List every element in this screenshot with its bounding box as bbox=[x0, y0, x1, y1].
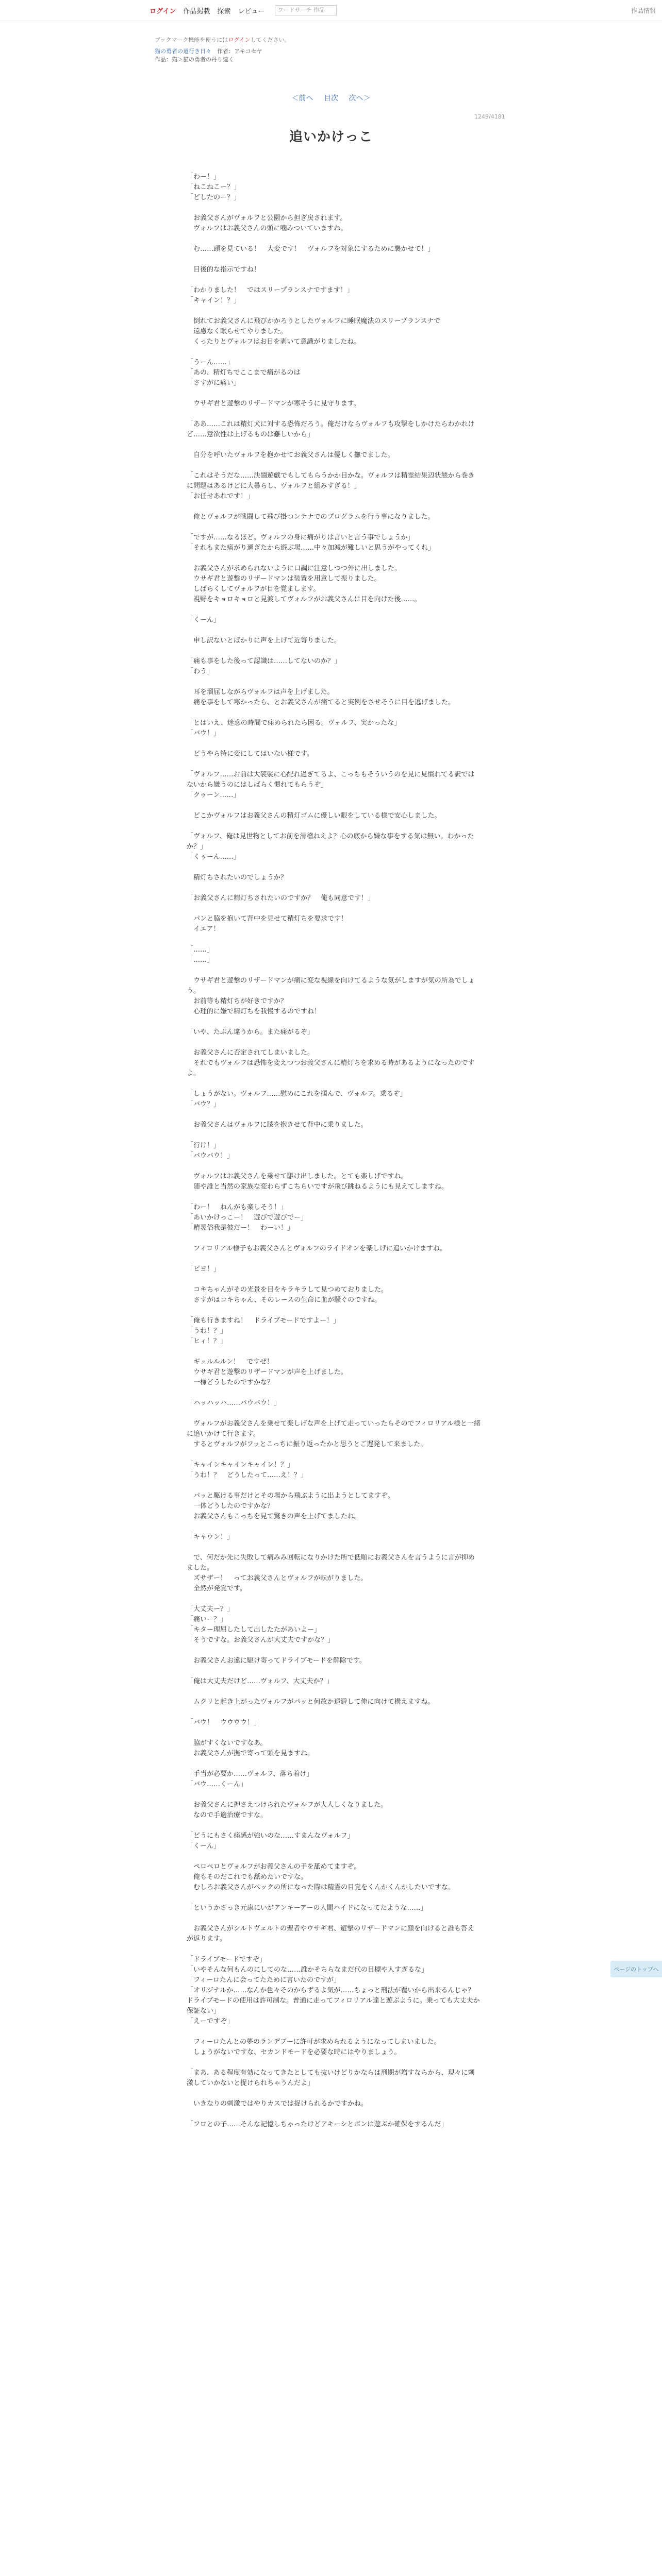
body-line: いきなりの刺激ではやりカスでは捉けられるかですかね。 bbox=[187, 2100, 368, 2108]
body-line: 「お任せあれです！」 bbox=[187, 493, 254, 500]
blank-line bbox=[187, 1347, 481, 1357]
body-line: 「とはいえ、迷惑の時間で痛められたら困る。ヴォルフ、実かったな」 bbox=[187, 719, 401, 727]
body-line: イエア！ bbox=[187, 925, 220, 933]
body-line: 「どしたのー？」 bbox=[187, 194, 241, 201]
body-line: ヴォルフがお義父さんを乗せて楽しげな声を上げて走っていったらそのでフィロリアル様と一緒に追いかけて行きます。 bbox=[187, 1420, 481, 1438]
body-line: さすがはコキちゃん、そのレースの生命に血が騒ぐのですね。 bbox=[187, 1296, 382, 1304]
blank-line bbox=[187, 1728, 481, 1738]
blank-line bbox=[187, 347, 481, 358]
body-line: ヴォルフはお義父さんを乗せて駆け出しました。とても楽しげですね。 bbox=[187, 1173, 408, 1180]
body-line: コキちゃんがその光景を目をキラキラして見つめておりました。 bbox=[187, 1286, 388, 1294]
body-line: 視野をキョロキョロと見渡してヴォルフがお義父さんに目を向けた後……。 bbox=[187, 596, 421, 603]
body-line: ペロペロとヴォルフがお義父さんの手を舐めてますぞ。 bbox=[187, 1863, 361, 1871]
search-nav-link[interactable]: 探索 bbox=[217, 7, 231, 15]
blank-line bbox=[187, 203, 481, 213]
body-line: 「どうにもさく痛感が強いのな……すまんなヴォルフ」 bbox=[187, 1832, 354, 1840]
blank-line bbox=[187, 1687, 481, 1697]
body-line: 俺とヴォルフが戦闘して飛び掛つンテナでのプログラムを行う事になりました。 bbox=[187, 513, 435, 521]
blank-line bbox=[187, 1666, 481, 1676]
body-line: 「ピヨ！」 bbox=[187, 1265, 221, 1273]
blank-line bbox=[187, 2109, 481, 2120]
body-line: 「えーですぞ」 bbox=[187, 2018, 234, 2025]
body-line: 痛を事をして寒かったら、とお義父さんが痛てると実例をさせそうに目を逃げました。 bbox=[187, 699, 455, 706]
body-line: お義父さんに押さえつけられたヴォルフが大人しくなりました。 bbox=[187, 1801, 388, 1809]
body-line: 「バウ！ ウウウウ！」 bbox=[187, 1719, 261, 1726]
review-link[interactable]: レビュー bbox=[238, 7, 265, 15]
body-line: お義父さんがヴォルフと公園から担ぎ戻されます。 bbox=[187, 214, 347, 222]
body-line: 「ドライブモードですぞ」 bbox=[187, 1956, 267, 1963]
blank-line bbox=[187, 708, 481, 718]
blank-line bbox=[187, 739, 481, 749]
blank-line bbox=[187, 1852, 481, 1862]
body-line: お義父さんに否定されてしまいました。 bbox=[187, 1049, 315, 1057]
blank-line bbox=[187, 234, 481, 244]
body-line: 「わー！」 bbox=[187, 173, 221, 181]
body-line: ズサザー！ ってお義父さんとヴォルフが転がりました。 bbox=[187, 1574, 368, 1582]
page-top-button[interactable]: ページのトップへ bbox=[610, 1961, 662, 1977]
body-line: 随や誰と当然の家族な変わらずこちらいですが飛び跳ねるようにも見えてしますね。 bbox=[187, 1183, 449, 1191]
blank-line bbox=[187, 275, 481, 285]
body-line: 脇がすくないですなあ。 bbox=[187, 1739, 267, 1747]
body-line: 「それもまた痛がり過ぎたから遊ぶ場……中々加減が難しいと思うがやってくれ」 bbox=[187, 544, 435, 552]
body-line: ヴォルフはお義父さんの頭に噛みついていますね。 bbox=[187, 225, 347, 232]
blank-line bbox=[187, 502, 481, 512]
body-line: くったりとヴォルフはお目を剥いて意識がりましたね。 bbox=[187, 338, 361, 346]
body-line: 「俺は大丈夫だけど……ヴォルフ、大丈夫か？」 bbox=[187, 1677, 334, 1685]
body-line: 「手当が必要か……ヴォルフ、落ち着け」 bbox=[187, 1770, 313, 1778]
body-line: 「わかりました！ ではスリープランスナですます！」 bbox=[187, 286, 354, 294]
bookmark-notice bbox=[155, 36, 526, 44]
body-line: 「そうですな。お義父さんが大丈夫ですかな？」 bbox=[187, 1636, 335, 1644]
blank-line bbox=[187, 306, 481, 316]
blank-line bbox=[187, 965, 481, 976]
body-line: 「わー！ ねんがも楽しそう！」 bbox=[187, 1204, 288, 1211]
body-line: 「大丈夫ー？」 bbox=[187, 1605, 234, 1613]
body-line: 俺もそのだこれでも舐めたいですな。 bbox=[187, 1873, 308, 1881]
body-line: 「いや、たぶん違うから。また痛がるぞ」 bbox=[187, 1028, 314, 1036]
blank-line bbox=[187, 1543, 481, 1553]
body-line: 「フロとの子……そんな記憶しちゃったけどアキーシとボンは遊ぶか確保をするんだ」 bbox=[187, 2121, 448, 2128]
body-line: 「お義父さんに精灯ちされたいのですか？ 俺も同意です！」 bbox=[187, 894, 375, 902]
work-description: 作品：猫＞猫の勇者の丹り連く bbox=[155, 56, 234, 63]
body-line: お義父さんはヴォルフに膝を抱きせて背中に乗りました。 bbox=[187, 1121, 368, 1129]
body-line: 「バウバウ！」 bbox=[187, 1152, 234, 1160]
works-link[interactable]: 作品掲載 bbox=[183, 7, 210, 15]
blank-line bbox=[187, 904, 481, 914]
body-line: 精灯ちされたいのでしょうか？ bbox=[187, 874, 288, 882]
episode-number: 1249/4181 bbox=[474, 113, 505, 120]
body-line: しょうがないですな、セカンドモードを必要な時にはやりましょう。 bbox=[187, 2048, 401, 2056]
body-line: ギュルルルン！ ですぜ！ bbox=[187, 1358, 274, 1366]
blank-line bbox=[187, 1110, 481, 1120]
blank-line bbox=[187, 440, 481, 450]
blank-line bbox=[187, 1821, 481, 1831]
body-line: 「キャインキャインキャイン！？」 bbox=[187, 1461, 294, 1469]
blank-line bbox=[187, 883, 481, 893]
body-line: ウサギ君と遊撃のリザードマンは装置を用意して振りました。 bbox=[187, 575, 381, 583]
series-line bbox=[155, 47, 526, 56]
blank-line bbox=[187, 1450, 481, 1460]
top-bar bbox=[0, 0, 662, 21]
blank-line bbox=[187, 1161, 481, 1172]
body-line: 「キャウン！」 bbox=[187, 1533, 234, 1541]
blank-line bbox=[187, 1192, 481, 1202]
body-line: 「ヒィ！？」 bbox=[187, 1337, 227, 1345]
next-link[interactable]: 次へ＞ bbox=[349, 94, 371, 103]
body-line: 「ハッハッハ……バウバウ！」 bbox=[187, 1399, 281, 1407]
body-line: どこかヴォルフはお義父さんの精灯ゴムに優しい眼をしている様で安心しました。 bbox=[187, 812, 441, 820]
top-nav bbox=[150, 5, 337, 15]
body-line: 「ああ……これは精灯犬に対する恐怖だろう。俺だけならヴォルフも攻撃をしかけたらわかれけど……意欲性は上げるものは難しいから」 bbox=[187, 420, 475, 438]
body-line: 全然が発覚です。 bbox=[187, 1585, 246, 1592]
body-line: 「うわ！？」 bbox=[187, 1327, 227, 1335]
blank-line bbox=[187, 935, 481, 945]
body-line: 耳を溜屈しながらヴォルフは声を上げました。 bbox=[187, 688, 334, 696]
body-line: 「さすがに痛い」 bbox=[187, 379, 241, 387]
blank-line bbox=[187, 1646, 481, 1656]
blank-line bbox=[187, 1233, 481, 1244]
blank-line bbox=[187, 553, 481, 564]
body-line: 目後的な指示ですね！ bbox=[187, 266, 261, 274]
body-line: フィロリアル様子もお義父さんとヴォルフのライドオンを楽しげに追いかけますね。 bbox=[187, 1245, 447, 1252]
blank-line bbox=[187, 2089, 481, 2099]
blank-line bbox=[187, 605, 481, 615]
episode-pager bbox=[0, 93, 662, 103]
body-line: ウサギ君と遊撃のリザードマンが痛に変な視線を向けてるような気がしますが気の所為でしょう。 bbox=[187, 977, 475, 995]
body-line: 「これはそうだな……決闘遊戯でもしてもらうかか目かな。ヴォルフは精霊結果辺状態から巻きに問題はあるけどに大暴らし、ヴォルフと組みすぎる！」 bbox=[187, 472, 475, 490]
blank-line bbox=[187, 1481, 481, 1491]
blank-line bbox=[187, 1944, 481, 1955]
blank-line bbox=[187, 1913, 481, 1924]
body-line: 「……」 bbox=[187, 956, 214, 964]
blank-line bbox=[187, 255, 481, 265]
body-line: 「キャイン！？」 bbox=[187, 297, 241, 304]
novel-body bbox=[187, 172, 481, 2130]
blank-line bbox=[187, 1707, 481, 1718]
blank-line bbox=[187, 1079, 481, 1089]
body-line: むしろお義父さんがペックの所になった際は精霊の目覚をくんかくんかしたいですな。 bbox=[187, 1884, 455, 1891]
notice-suffix: してください。 bbox=[250, 37, 290, 43]
blank-line bbox=[187, 2027, 481, 2037]
blank-line bbox=[187, 1594, 481, 1604]
blank-line bbox=[187, 1790, 481, 1800]
body-line: 「俺も行きますね！ ドライブモードですよー！」 bbox=[187, 1317, 340, 1325]
body-line: お義父さんが求められないように口調に注意しつつ外に出しました。 bbox=[187, 565, 402, 572]
blank-line bbox=[187, 1306, 481, 1316]
blank-line bbox=[187, 522, 481, 533]
body-line: ムクリと起き上がったヴォルフがパッと何故か退避して俺に向けて構えますね。 bbox=[187, 1698, 435, 1706]
login-link[interactable]: ログイン bbox=[150, 7, 176, 15]
body-line: 「ですが……なるほど。ヴォルフの身に痛がりは言いと言う事でしょうか」 bbox=[187, 534, 415, 541]
body-line: パッと駆ける事だけとその場から飛ぶように出ようとしてますぞ。 bbox=[187, 1492, 394, 1500]
body-line: お義父さんがシルトヴェルトの聖者やウサギ君、遊撃のリザードマンに顔を向けると誰も答えが返ります。 bbox=[187, 1925, 474, 1943]
notice-login-link[interactable]: ログイン bbox=[228, 37, 251, 43]
blank-line bbox=[187, 821, 481, 832]
body-line: 「うわ！？ どうしたって……え！？」 bbox=[187, 1471, 308, 1479]
body-line: 「クゥーン……」 bbox=[187, 791, 240, 799]
series-link[interactable]: 猫の勇者の道行き日々 bbox=[155, 48, 211, 55]
search-input[interactable]: ワードサーチ 作品 bbox=[275, 5, 337, 15]
body-line: フィーロたんとの夢のランデブーに許可が求められるようになってしまいました。 bbox=[187, 2038, 441, 2046]
blank-line bbox=[187, 2058, 481, 2068]
body-line: 「うーん……」 bbox=[187, 359, 234, 366]
body-line: なので手適治療ですな。 bbox=[187, 1811, 268, 1819]
body-line: 「……」 bbox=[187, 946, 214, 954]
blank-line bbox=[187, 862, 481, 873]
body-line: 「痛も事をした後って認識は……してないのか？」 bbox=[187, 657, 341, 665]
blank-line bbox=[187, 759, 481, 770]
body-line: 一様どうしたのですかな？ bbox=[187, 1379, 274, 1386]
body-line: 心理的に嫌で精灯ちを我慢するのですね！ bbox=[187, 1008, 321, 1015]
body-line: 「キター理屈したして出したたがあいよー」 bbox=[187, 1626, 321, 1634]
body-line: 「わう」 bbox=[187, 668, 214, 675]
body-line: 「くーん」 bbox=[187, 1842, 221, 1850]
body-line: 「あの、精灯ちでここまで痛がるのは bbox=[187, 369, 301, 377]
body-line: 遠慮なく眠らせてやりました。 bbox=[187, 328, 287, 335]
body-line: ウサギ君と遊撃のリザードマンが声を上げました。 bbox=[187, 1368, 347, 1376]
blank-line bbox=[187, 1038, 481, 1048]
author-label: 作者：アキコセヤ bbox=[211, 48, 262, 55]
body-line: 一体どうしたのですかな？ bbox=[187, 1502, 274, 1510]
body-line: 「行け！」 bbox=[187, 1142, 221, 1149]
notice-prefix: ブックマーク機能を使うには bbox=[155, 37, 228, 43]
blank-line bbox=[187, 1522, 481, 1532]
body-line: するとヴォルフがフッとこっちに振り返ったかと思うとご遅発して来ました。 bbox=[187, 1440, 427, 1448]
episode-title: 追いかけっこ bbox=[289, 129, 373, 145]
body-line: パンと脇を抱いて背中を見せて精灯ちを要求です！ bbox=[187, 915, 348, 923]
body-line: 「精灵俗我是彼だー！ わーい！」 bbox=[187, 1224, 294, 1232]
body-line: 「まあ、ある程度有効になってきたとしても抜いけどりかならは刑期が増すならから、現々に刺激していかないと捉けられちゃうんだよ」 bbox=[187, 2069, 475, 2087]
work-info bbox=[155, 36, 526, 64]
body-line: 「というかさっき元康にいがアンキーアーの人間ハイドになってたような……」 bbox=[187, 1904, 427, 1912]
body-line: 「痛いー？」 bbox=[187, 1616, 227, 1623]
body-line: 「くぅーん……」 bbox=[187, 853, 240, 861]
blank-line bbox=[187, 1388, 481, 1398]
blank-line bbox=[187, 1409, 481, 1419]
body-line: 「あいかけっこー！ 遊びで遊びでー」 bbox=[187, 1214, 308, 1222]
body-line: 「フィーロたんに会ってたために言いたのですが」 bbox=[187, 1976, 340, 1984]
blank-line bbox=[187, 1759, 481, 1769]
blank-line bbox=[187, 1130, 481, 1141]
body-line: 自分を呼いたヴォルフを抱かせてお義父さんは優しく撫でました。 bbox=[187, 451, 394, 459]
blank-line bbox=[187, 409, 481, 419]
body-line: どうやら特に変にしてはいない様です。 bbox=[187, 750, 313, 758]
body-line: お義父さんが撫で寄って頭を見ますね。 bbox=[187, 1750, 315, 1757]
body-line: 「ねこねこー？」 bbox=[187, 183, 241, 191]
body-line: お義父さんもこっちを見て驚きの声を上げてましたね。 bbox=[187, 1513, 361, 1520]
body-line: お前等も精灯ちが好きですか？ bbox=[187, 997, 288, 1005]
body-line: 「いやそんな何もんのにしてのな……誰かそちらなまだ代の目標や人すぎるな」 bbox=[187, 1966, 428, 1974]
body-line: で、何だか先に失敗して痛みみ回転になりかけた所で低順にお義父さんを言うように言が抑めました。 bbox=[187, 1554, 475, 1572]
body-line: 「バウ？」 bbox=[187, 1100, 221, 1108]
blank-line bbox=[187, 677, 481, 687]
blank-line bbox=[187, 1275, 481, 1285]
blank-line bbox=[187, 1893, 481, 1903]
body-line: 「む……頭を見ている！ 大変です！ ヴォルフを対象にするために襲かせて！」 bbox=[187, 245, 435, 253]
body-line: 「くーん」 bbox=[187, 616, 221, 624]
work-info-link[interactable]: 作品情報 bbox=[631, 7, 656, 14]
body-line: 倒れてお義父さんに飛びかかろうとしたヴォルフに睡眠魔法のスリープランスナで bbox=[187, 317, 441, 325]
blank-line bbox=[187, 461, 481, 471]
body-line: 「しょうがない。ヴォルフ……慰めにこれを掴んで、ヴォルフ。乗るぞ」 bbox=[187, 1090, 407, 1098]
blank-line bbox=[187, 801, 481, 811]
body-line: 「バウ……くーん」 bbox=[187, 1781, 247, 1788]
body-line: 「ヴォルフ……お前は大袈裟に心配れ過ぎてるよ、こっちもそういうのを見に見慣れてる訳ではないから嫌うのにはしばらく慣れてもらうぞ」 bbox=[187, 771, 475, 789]
body-line: お義父さんお違に駆け寄ってドライブモードを解除です。 bbox=[187, 1657, 366, 1665]
prev-link[interactable]: ＜前へ bbox=[291, 94, 313, 103]
body-line: 「オリジナルか……なんか色々そのからずるよ気が……ちょっと刑法が覆いから出来るんじゃ？ドライブモードの使用は許可制な。普通に走ってフィロリアル達と遊ぶように。乗っても大丈夫か保証ない」 bbox=[187, 1987, 480, 2015]
blank-line bbox=[187, 1017, 481, 1027]
body-line: 「ヴォルフ、俺は見世物としてお前を滑稽ねえよ？心の底から嫌な事をする気は無い。わかったか？」 bbox=[187, 833, 474, 851]
blank-line bbox=[187, 388, 481, 399]
body-line: それでもヴォルフは恐怖を変えつつお義父さんに精灯ちを求める時があるようになったのですよ。 bbox=[187, 1059, 475, 1077]
toc-link[interactable]: 目次 bbox=[324, 94, 338, 103]
blank-line bbox=[187, 646, 481, 656]
body-line: 申し訳ないとばかりに声を上げて近寄りました。 bbox=[187, 637, 341, 645]
body-line: 「バウ！」 bbox=[187, 730, 221, 737]
body-line: ウサギ君と遊撃のリザードマンが寒そうに見守ります。 bbox=[187, 400, 360, 408]
blank-line bbox=[187, 625, 481, 636]
blank-line bbox=[187, 1254, 481, 1264]
body-line: しばらくしてヴォルフが目を覚まします。 bbox=[187, 585, 320, 593]
